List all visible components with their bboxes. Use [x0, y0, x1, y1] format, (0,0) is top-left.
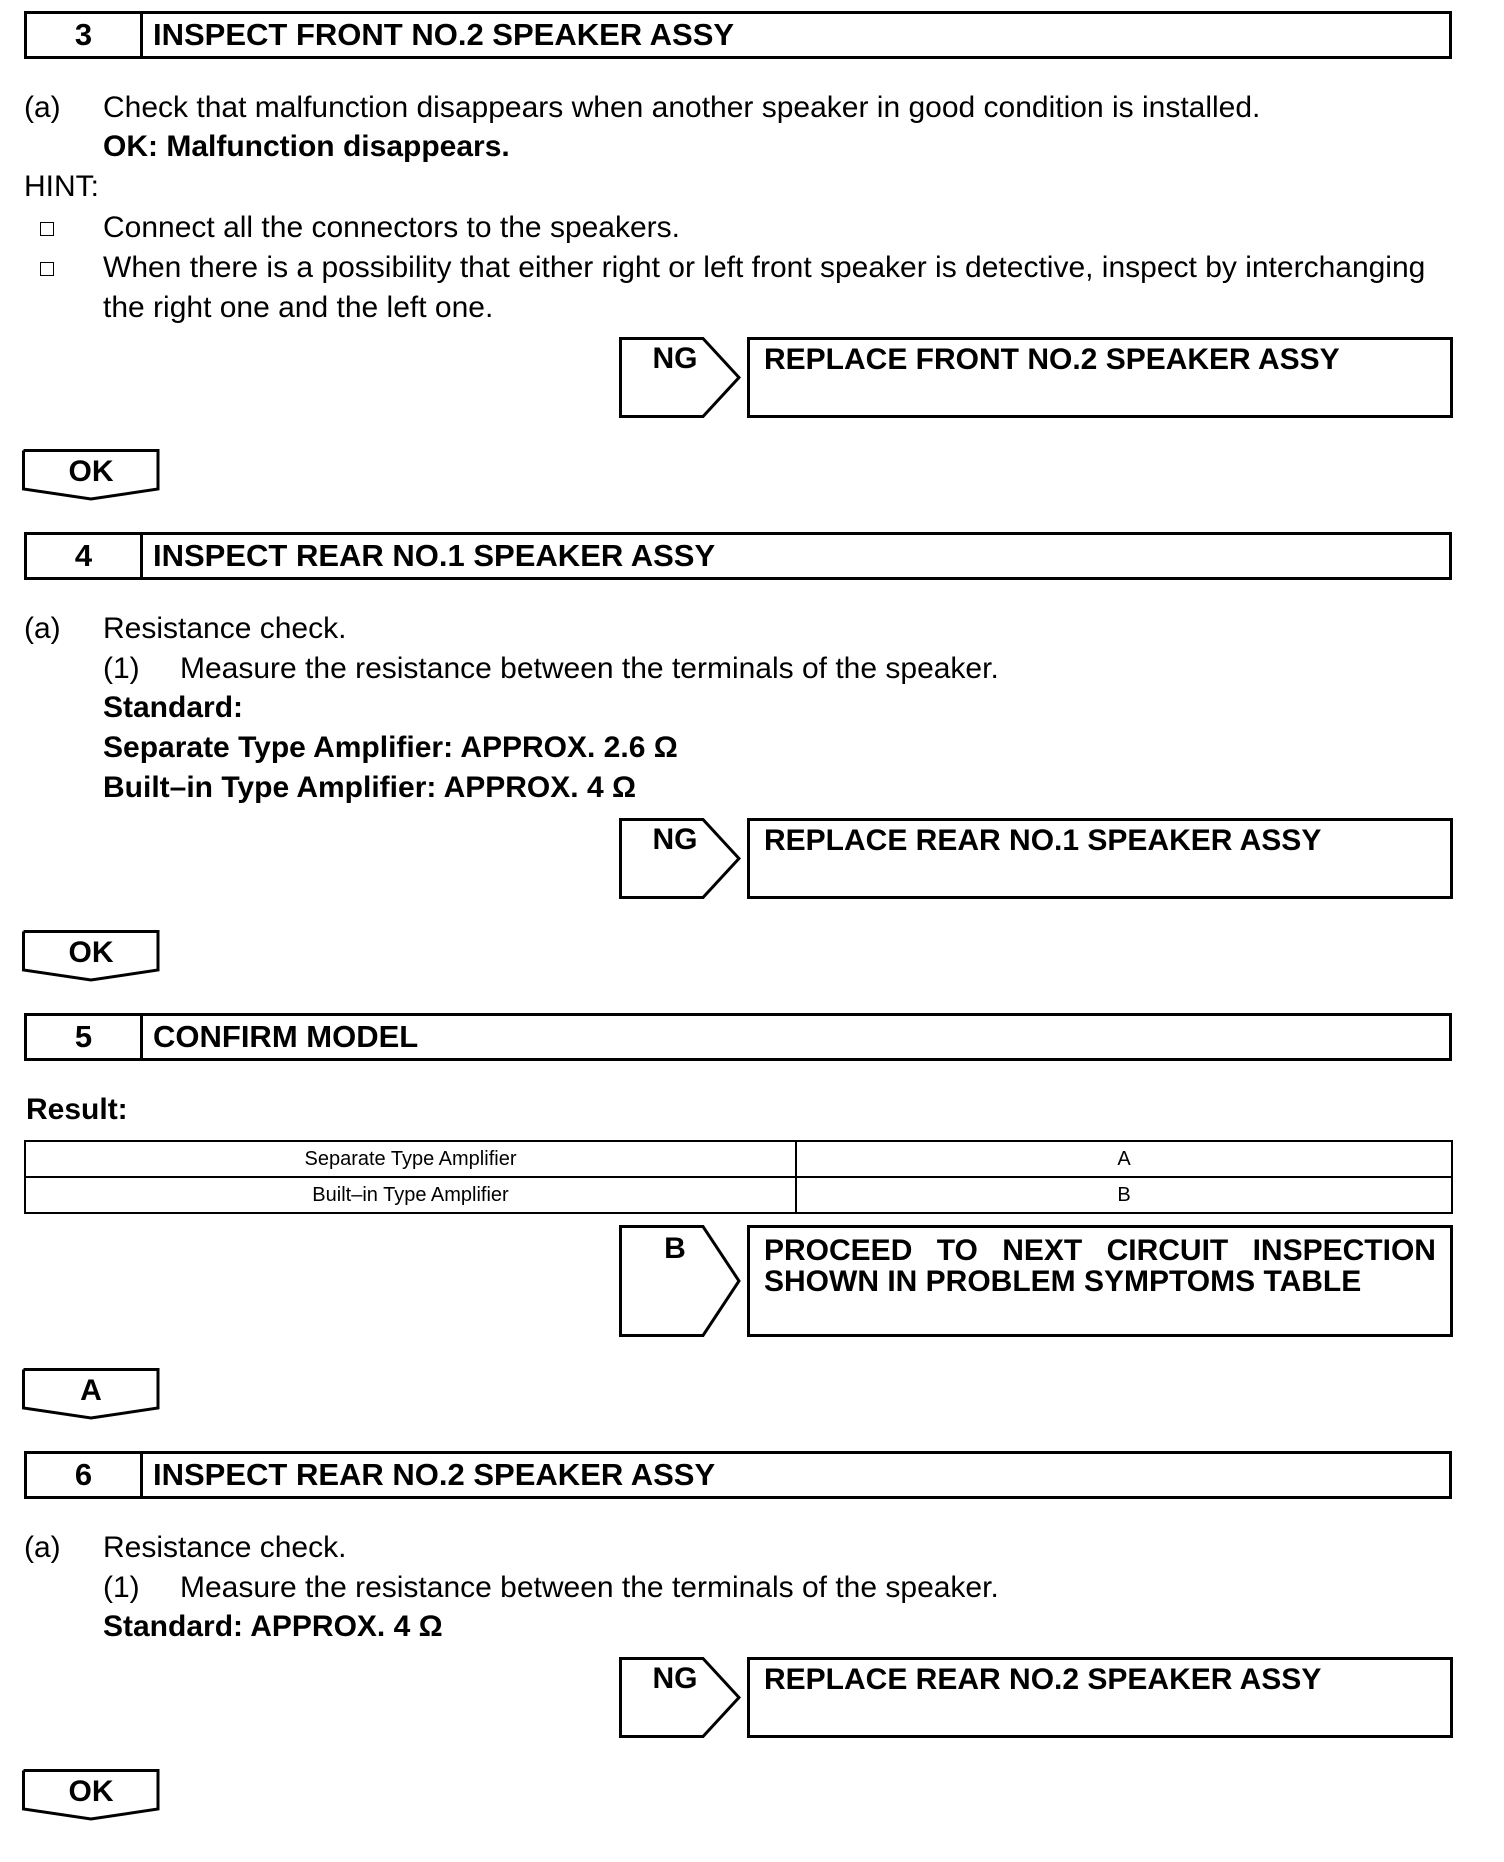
ok-criteria: OK: Malfunction disappears.	[103, 130, 510, 163]
ng-label: NG	[652, 342, 698, 375]
b-action-box	[747, 1225, 1453, 1337]
b-action-line: SHOWN IN PROBLEM SYMPTOMS TABLE	[764, 1265, 1362, 1298]
a-label: A	[80, 1374, 102, 1407]
ng-action-text: REPLACE REAR NO.1 SPEAKER ASSY	[764, 824, 1322, 857]
item-marker: (a)	[24, 1531, 61, 1564]
standard-label: Standard:	[103, 691, 244, 724]
hint-item: Connect all the connectors to the speakers.	[103, 211, 681, 244]
standard-value: Built–in Type Amplifier: APPROX. 4 Ω	[103, 771, 637, 804]
table-cell: Separate Type Amplifier	[25, 1141, 796, 1177]
sub-marker: (1)	[103, 1571, 140, 1604]
sub-marker: (1)	[103, 652, 140, 685]
step-5-header	[24, 1013, 1452, 1061]
step-title: INSPECT REAR NO.2 SPEAKER ASSY	[153, 1457, 716, 1492]
result-table	[24, 1140, 1453, 1214]
step-title: INSPECT REAR NO.1 SPEAKER ASSY	[153, 538, 716, 573]
table-row	[25, 1141, 1452, 1177]
step-number: 5	[27, 1016, 143, 1058]
step-3-header	[24, 11, 1452, 59]
ng-action-box	[747, 337, 1453, 418]
b-action-word: TO	[936, 1234, 978, 1267]
ok-label: OK	[68, 936, 114, 969]
step-4-header	[24, 532, 1452, 580]
sub-text: Measure the resistance between the terminals of the speaker.	[180, 1571, 999, 1604]
ng-action-box	[747, 818, 1453, 899]
step-title: INSPECT FRONT NO.2 SPEAKER ASSY	[153, 17, 735, 52]
item-marker: (a)	[24, 612, 61, 645]
ng-label: NG	[652, 823, 698, 856]
table-cell: B	[796, 1177, 1452, 1213]
item-text: Resistance check.	[103, 612, 347, 645]
checkbox-bullet-icon	[40, 222, 54, 236]
ok-label: OK	[68, 455, 114, 488]
sub-text: Measure the resistance between the terminals of the speaker.	[180, 652, 999, 685]
b-action-word: CIRCUIT	[1106, 1234, 1229, 1267]
ng-label: NG	[652, 1662, 698, 1695]
b-action-word: PROCEED	[764, 1234, 913, 1267]
b-action-line	[764, 1235, 1436, 1266]
step-title: CONFIRM MODEL	[153, 1019, 419, 1054]
item-text: Resistance check.	[103, 1531, 347, 1564]
ok-label: OK	[68, 1775, 114, 1808]
result-label: Result:	[26, 1093, 128, 1126]
item-marker: (a)	[24, 91, 61, 124]
checkbox-bullet-icon	[40, 262, 54, 276]
b-label: B	[664, 1232, 686, 1265]
hint-item: When there is a possibility that either right or left front speaker is detective, inspect by interchanging	[103, 251, 1426, 284]
ng-action-text: REPLACE REAR NO.2 SPEAKER ASSY	[764, 1663, 1322, 1696]
item-text: Check that malfunction disappears when another speaker in good condition is installed.	[103, 91, 1261, 124]
ng-action-text: REPLACE FRONT NO.2 SPEAKER ASSY	[764, 343, 1340, 376]
step-number: 4	[27, 535, 143, 577]
table-row	[25, 1177, 1452, 1213]
standard-value: Standard: APPROX. 4 Ω	[103, 1610, 443, 1643]
ng-action-box	[747, 1657, 1453, 1738]
hint-item-continuation: the right one and the left one.	[103, 291, 494, 324]
step-number: 3	[27, 14, 143, 56]
hint-label: HINT:	[24, 170, 99, 203]
b-action-word: NEXT	[1002, 1234, 1083, 1267]
step-6-header	[24, 1451, 1452, 1499]
table-cell: A	[796, 1141, 1452, 1177]
standard-value: Separate Type Amplifier: APPROX. 2.6 Ω	[103, 731, 678, 764]
table-cell: Built–in Type Amplifier	[25, 1177, 796, 1213]
b-action-word: INSPECTION	[1252, 1234, 1436, 1267]
step-number: 6	[27, 1454, 143, 1496]
